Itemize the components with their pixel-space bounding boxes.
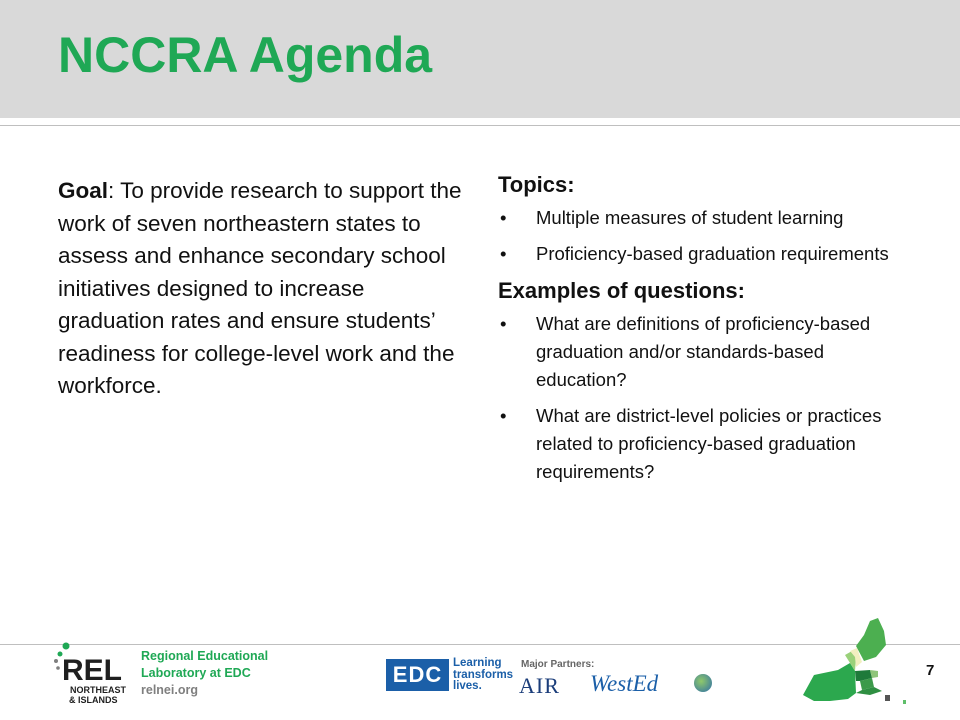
goal-text: To provide research to support the work of seven northeastern states to assess and enhance secondary school initiatives designed to increase graduation rates and ensure students’ readiness for college-level work and the workforce. <box>58 178 462 398</box>
rel-caption-line1: Regional Educational <box>141 649 269 663</box>
air-logo: AIR <box>519 673 560 698</box>
topic-item <box>498 240 918 268</box>
rel-caption <box>141 648 268 699</box>
question-text: What are definitions of proficiency-based graduation and/or standards-based education? <box>536 313 871 390</box>
rel-logo-line1: NORTHEAST <box>70 685 126 695</box>
question-text: What are district-level policies or practices related to proficiency-based graduation requirements? <box>536 405 882 482</box>
topic-text: Proficiency-based graduation requirements <box>536 243 889 264</box>
rel-logo-icon <box>52 642 137 712</box>
topics-heading: Topics: <box>498 172 575 197</box>
goal-label: Goal <box>58 178 109 203</box>
topics-panel <box>498 172 918 496</box>
bullet-icon: • <box>500 243 507 264</box>
rel-logo-main: REL <box>62 654 122 687</box>
slide-title: NCCRA Agenda <box>58 27 433 83</box>
bullet-icon: • <box>500 207 507 228</box>
question-item <box>498 310 918 394</box>
rel-caption-line2: Laboratory at EDC <box>141 666 251 680</box>
question-item <box>498 402 918 486</box>
edc-tag-line1: Learning <box>453 657 502 669</box>
bullet-icon: • <box>500 405 507 426</box>
edc-tag-line2: transforms <box>453 668 514 681</box>
partners-label: Major Partners: <box>521 659 595 670</box>
rel-logo-line2: & ISLANDS <box>69 695 118 705</box>
rel-url-link[interactable]: relnei.org <box>141 683 198 697</box>
northeast-map-icon <box>800 615 915 715</box>
title-divider <box>0 125 960 126</box>
examples-list <box>498 310 918 486</box>
topic-item <box>498 204 918 232</box>
goal-paragraph <box>58 175 468 403</box>
goal-separator: : <box>108 178 121 203</box>
slide-number: 7 <box>926 662 935 679</box>
examples-heading: Examples of questions: <box>498 278 745 303</box>
topics-list <box>498 204 918 268</box>
topic-text: Multiple measures of student learning <box>536 207 844 228</box>
edc-tagline <box>453 658 513 693</box>
bullet-icon: • <box>500 313 507 334</box>
edc-tag-line3: lives. <box>453 680 482 692</box>
wested-globe-icon <box>694 674 712 692</box>
edc-logo: EDC <box>386 659 449 691</box>
wested-logo: WestEd <box>590 671 659 696</box>
